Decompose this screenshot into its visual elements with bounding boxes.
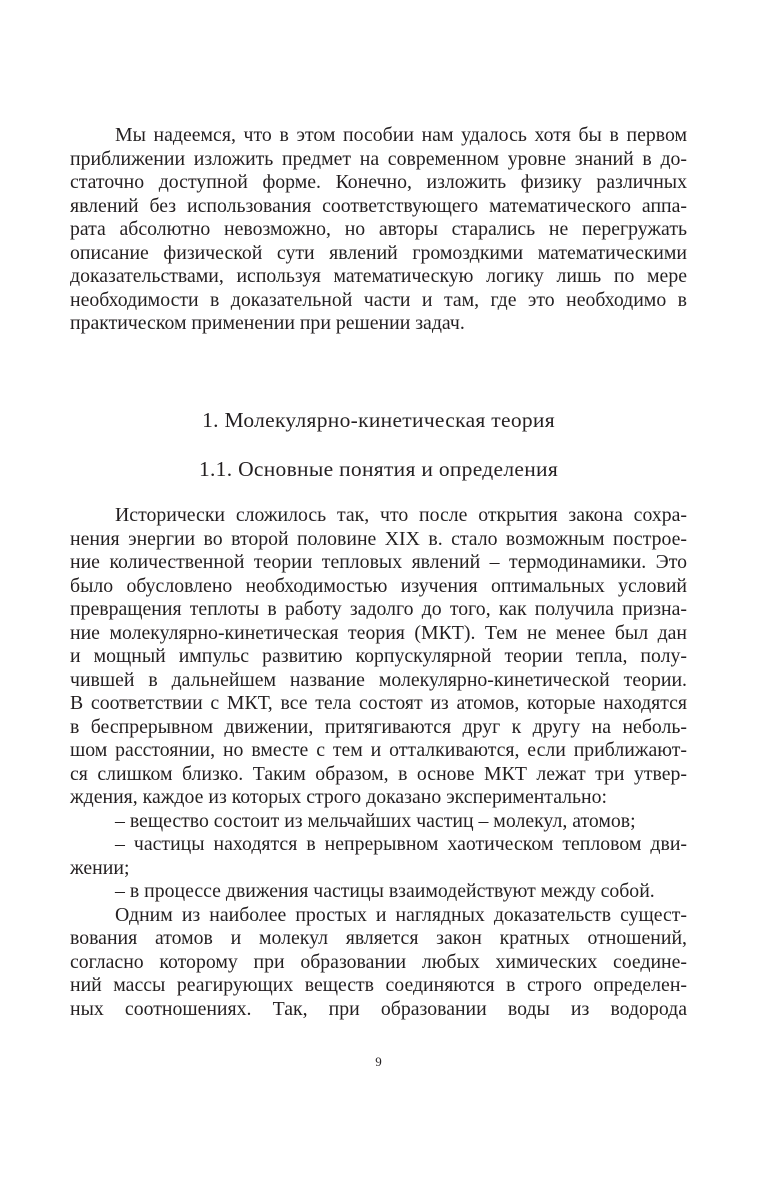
section-title: 1.1. Основные понятия и определения [198, 457, 559, 481]
text-line: жении; [70, 856, 130, 879]
text-line: ся слишком близко. Таким образом, в основе МКТ лежат три утвер- [70, 762, 687, 785]
text-line: необходимости в доказательной части и там, где это необходимо в [70, 288, 687, 311]
text-line: ных соотношениях. Так, при образовании воды из водорода [70, 997, 687, 1020]
text-line: ждения, каждое из которых строго доказано экспериментально: [70, 786, 608, 808]
text-line: описание физической сути явлений громоздкими математическими [70, 241, 687, 264]
text-line: Исторически сложилось так, что после открытия закона сохра- [115, 504, 687, 526]
text-line: было обусловлено необходимостью изучения оптимальных условий [70, 574, 687, 597]
text-line: превращения теплоты в работу задолго до того, как получила призна- [70, 598, 687, 620]
text-line: практическом применении при решении задач. [70, 312, 465, 334]
list-item: – вещество состоит из мельчайших частиц – молекул, атомов; [115, 809, 636, 832]
text-line: В соответствии с МКТ, все тела состоят из атомов, которые находятся [70, 692, 687, 714]
text-line: рата абсолютно невозможно, но авторы старались не перегружать [70, 218, 687, 240]
text-line: в беспрерывном движении, притягиваются друг к другу на неболь- [70, 715, 687, 738]
text-line: Мы надеемся, что в этом пособии нам удалось хотя бы в первом [115, 124, 687, 146]
intro-paragraph [70, 124, 687, 336]
text-line: статочно доступной форме. Конечно, изложить физику различных [70, 171, 687, 193]
chapter-title: 1. Молекулярно-кинетическая теория [202, 408, 555, 432]
list-item: – частицы находятся в непрерывном хаотическом тепловом дви- [115, 833, 687, 855]
text-line: явлений без использования соответствующего математического аппа- [70, 194, 687, 217]
text-line: ние количественной теории тепловых явлений – термодинамики. Это [70, 551, 687, 573]
text-line: приближении изложить предмет на современном уровне знаний в до- [70, 147, 687, 170]
text-line: Одним из наиболее простых и наглядных доказательств сущест- [115, 903, 687, 926]
section-body [70, 504, 687, 1021]
text-line: и мощный импульс развитию корпускулярной теории тепла, полу- [70, 645, 687, 667]
text-line: ние молекулярно-кинетическая теория (МКТ). Тем не менее был дан [70, 621, 687, 644]
text-line: чившей в дальнейшем название молекулярно-кинетической теории. [70, 668, 687, 691]
list-item: – в процессе движения частицы взаимодействуют между собой. [115, 880, 655, 902]
text-line: шом расстоянии, но вместе с тем и отталкиваются, если приближают- [70, 739, 687, 761]
page-number: 9 [375, 1054, 382, 1069]
text-line: согласно которому при образовании любых химических соедине- [70, 950, 687, 973]
text-line: доказательствами, используя математическую логику лишь по мере [70, 265, 687, 287]
text-line: вования атомов и молекул является закон кратных отношений, [70, 927, 687, 949]
text-line: ний массы реагирующих веществ соединяются в строго определен- [70, 974, 687, 996]
text-line: нения энергии во второй половине XIX в. стало возможным построе- [70, 527, 687, 550]
